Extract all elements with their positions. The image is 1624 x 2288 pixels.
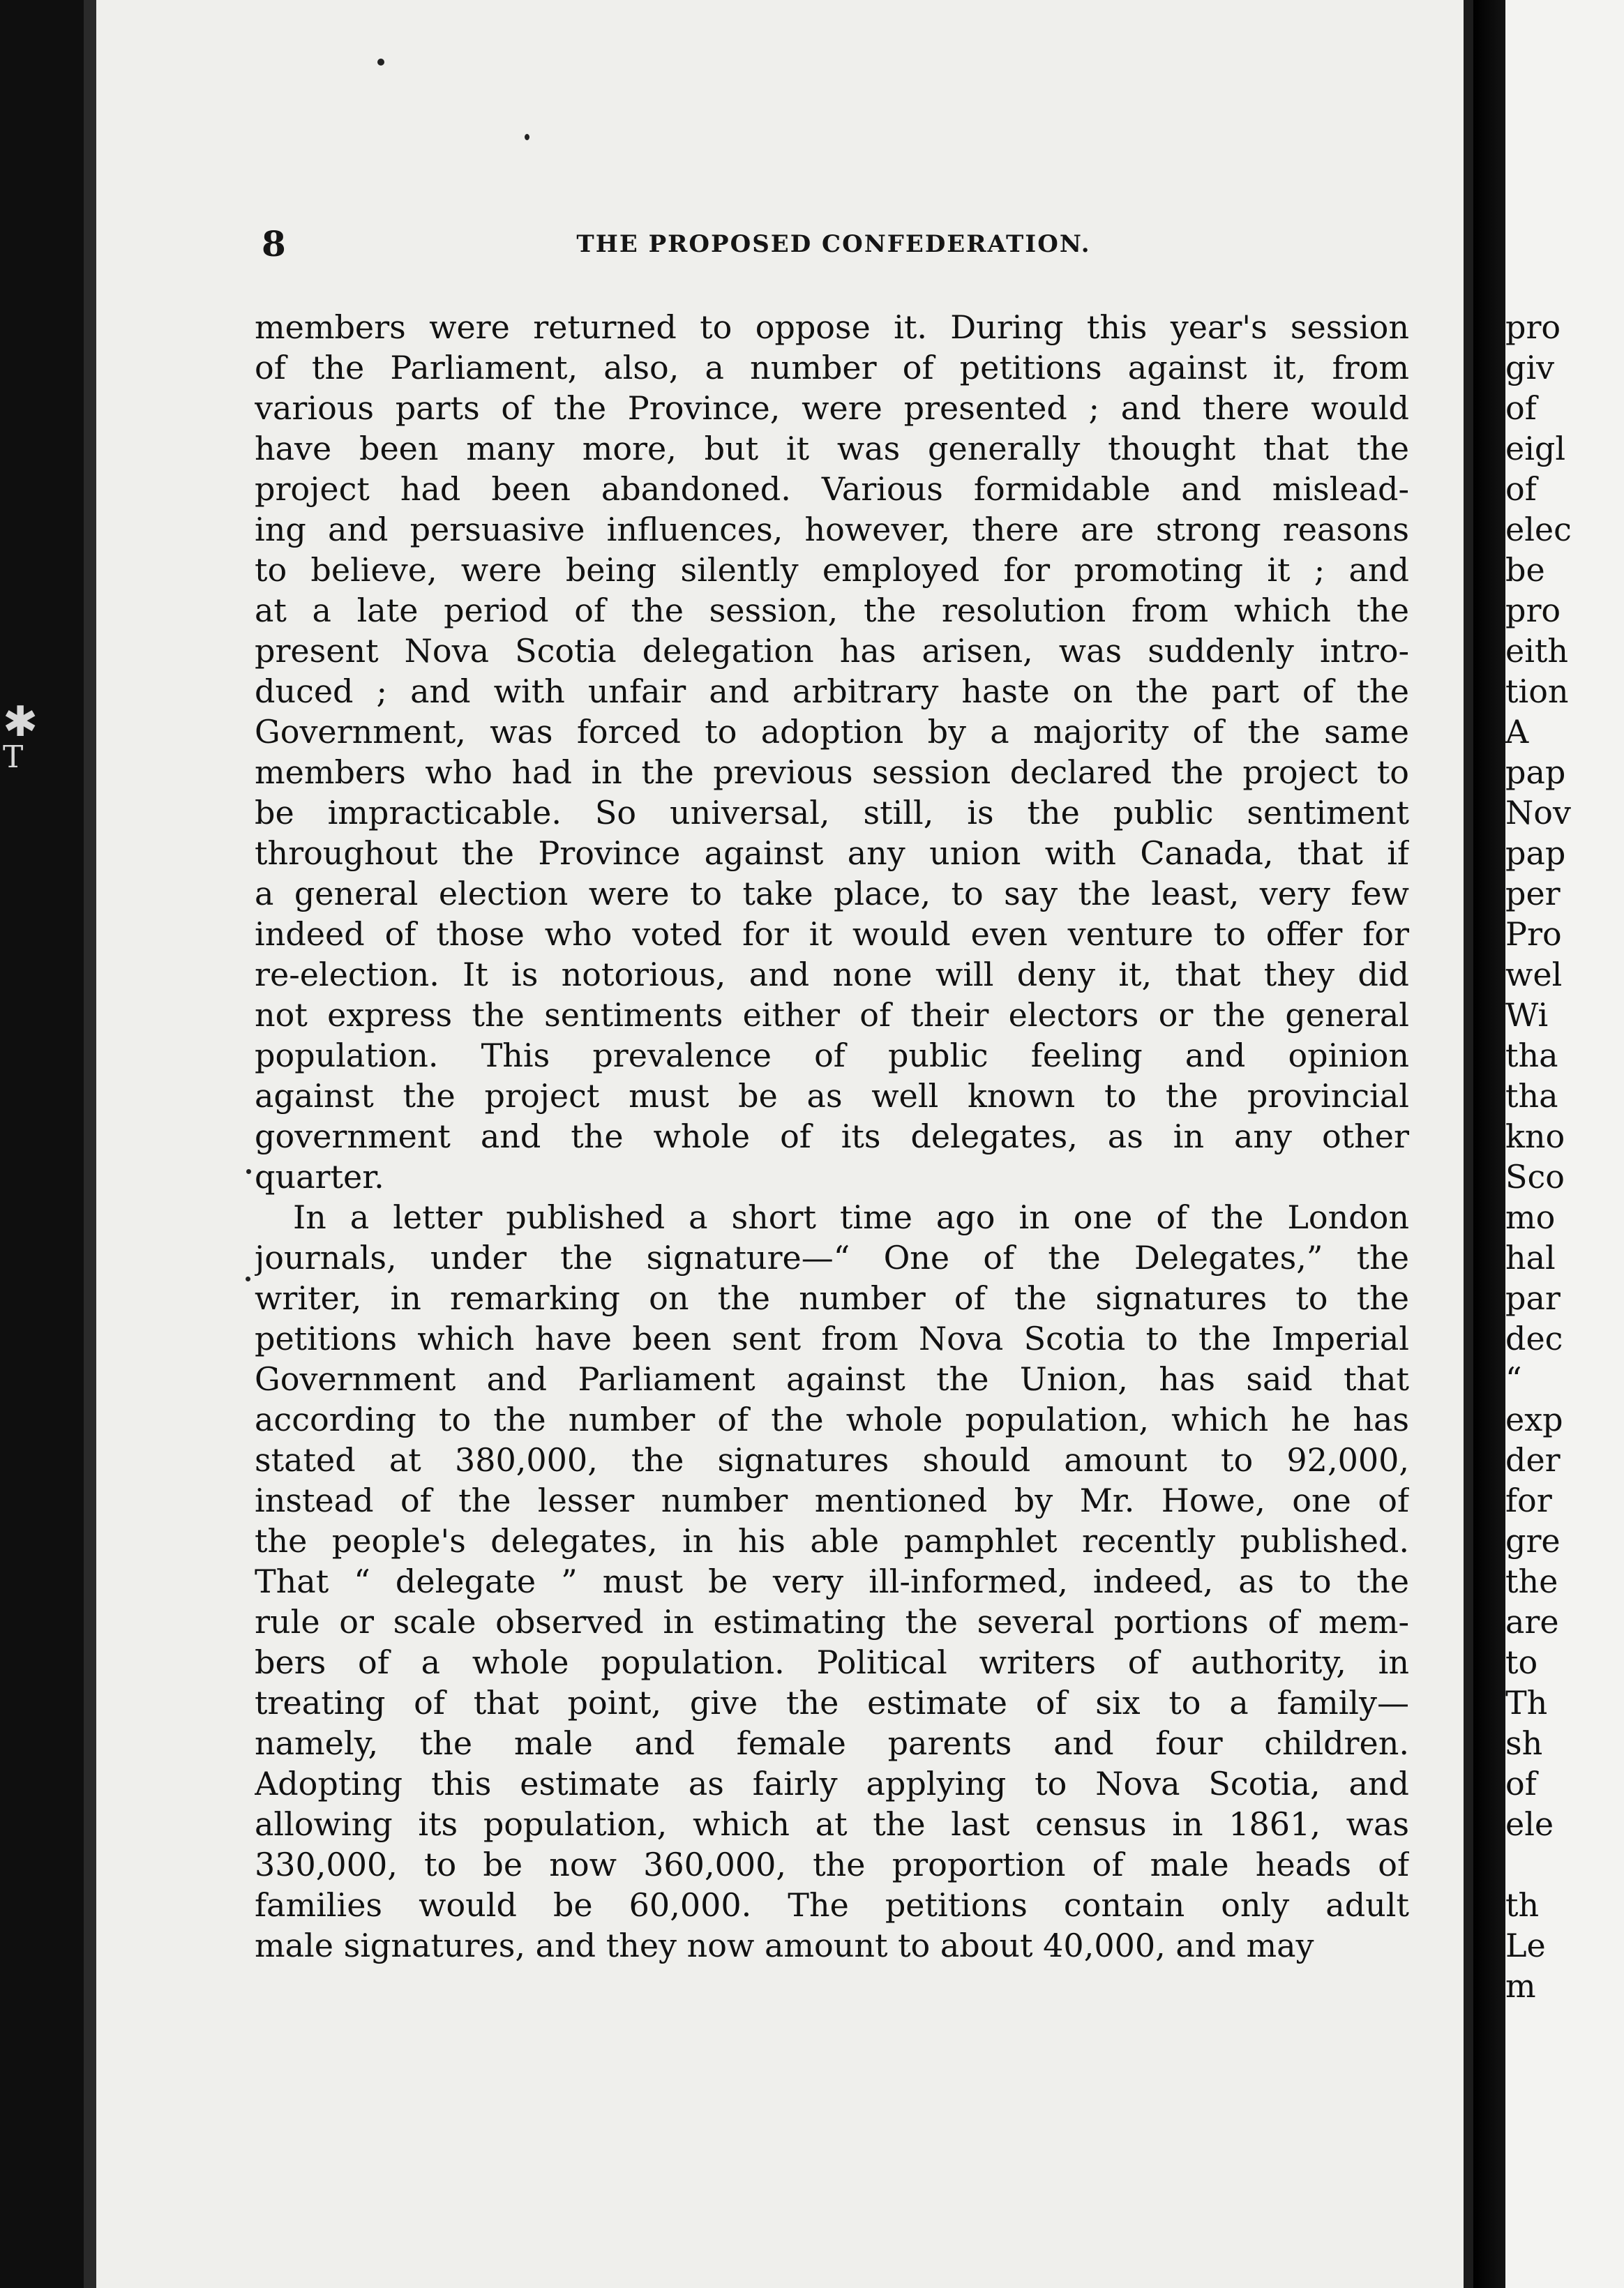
facing-line-fragment: giv bbox=[1505, 349, 1555, 386]
text-line: according to the number of the whole population, which he has bbox=[255, 1401, 1409, 1438]
text-line: 330,000, to be now 360,000, the proportion of male heads of bbox=[255, 1846, 1409, 1883]
text-line: not express the sentiments either of their electors or the general bbox=[255, 996, 1409, 1034]
facing-line-fragment: are bbox=[1505, 1603, 1559, 1641]
text-line: petitions which have been sent from Nova Scotia to the Imperial bbox=[255, 1320, 1409, 1357]
text-line: government and the whole of its delegates, as in any other bbox=[255, 1117, 1409, 1155]
facing-line-fragment: be bbox=[1505, 551, 1545, 589]
facing-line-fragment: the bbox=[1505, 1563, 1558, 1600]
facing-line-fragment: A bbox=[1505, 713, 1529, 751]
text-line: quarter. bbox=[255, 1158, 384, 1196]
text-line: Adopting this estimate as fairly applying to Nova Scotia, and bbox=[255, 1765, 1409, 1802]
facing-line-fragment: of bbox=[1505, 1765, 1537, 1802]
text-line: a general election were to take place, to say the least, very few bbox=[255, 875, 1409, 912]
facing-line-fragment: of bbox=[1505, 470, 1537, 508]
text-line: members were returned to oppose it. During this year's session bbox=[255, 308, 1409, 346]
facing-line-fragment bbox=[1505, 1844, 1572, 1885]
text-line: bers of a whole population. Political writers of authority, in bbox=[255, 1643, 1409, 1681]
facing-line-fragment: sh bbox=[1505, 1724, 1543, 1762]
text-line: against the project must be as well known to the provincial bbox=[255, 1077, 1409, 1115]
text-line: male signatures, and they now amount to about 40,000, and may bbox=[255, 1927, 1314, 1964]
facing-line-fragment: Sco bbox=[1505, 1158, 1565, 1196]
body-text bbox=[255, 307, 1409, 1966]
page-header bbox=[262, 223, 1406, 272]
facing-line-fragment: pro bbox=[1505, 592, 1561, 629]
gutter-shadow bbox=[1473, 0, 1505, 2288]
facing-line-fragment: gre bbox=[1505, 1522, 1561, 1560]
text-line: present Nova Scotia delegation has arisen, was suddenly intro- bbox=[255, 632, 1409, 670]
edge-mark: ✱ bbox=[3, 698, 38, 746]
facing-line-fragment: tha bbox=[1505, 1037, 1558, 1074]
page-edge bbox=[1464, 0, 1473, 2288]
text-line: members who had in the previous session declared the project to bbox=[255, 753, 1409, 791]
ink-speck bbox=[525, 134, 529, 140]
facing-page bbox=[1505, 0, 1624, 2288]
facing-line-fragment: eigl bbox=[1505, 430, 1566, 467]
facing-line-fragment: pro bbox=[1505, 308, 1561, 346]
text-line: of the Parliament, also, a number of petitions against it, from bbox=[255, 349, 1409, 386]
facing-line-fragment: per bbox=[1505, 875, 1561, 912]
text-line: throughout the Province against any union with Canada, that if bbox=[255, 834, 1409, 872]
facing-line-fragment: hal bbox=[1505, 1239, 1556, 1277]
text-line: namely, the male and female parents and four children. bbox=[255, 1724, 1409, 1762]
text-line: have been many more, but it was generally thought that the bbox=[255, 430, 1409, 467]
facing-line-fragment: Wi bbox=[1505, 996, 1549, 1034]
edge-mark: T bbox=[3, 739, 24, 775]
text-line: journals, under the signature—“ One of the Delegates,” the bbox=[255, 1239, 1409, 1277]
text-line: to believe, were being silently employed for promoting it ; and bbox=[255, 551, 1409, 589]
text-line: In a letter published a short time ago in one of the London bbox=[293, 1198, 1409, 1236]
facing-line-fragment: “ bbox=[1505, 1360, 1522, 1398]
facing-line-fragment: der bbox=[1505, 1441, 1561, 1479]
facing-line-fragment: mo bbox=[1505, 1198, 1556, 1236]
text-line: indeed of those who voted for it would even venture to offer for bbox=[255, 915, 1409, 953]
facing-line-fragment: th bbox=[1505, 1886, 1540, 1924]
text-line: Government and Parliament against the Union, has said that bbox=[255, 1360, 1409, 1398]
ink-speck bbox=[246, 1277, 250, 1281]
text-line: ing and persuasive influences, however, there are strong reasons bbox=[255, 511, 1409, 548]
facing-line-fragment: pap bbox=[1505, 753, 1566, 791]
ink-speck bbox=[246, 1169, 251, 1174]
text-line: be impracticable. So universal, still, is the public sentiment bbox=[255, 794, 1409, 831]
facing-line-fragment: m bbox=[1505, 1967, 1536, 2005]
text-line: writer, in remarking on the number of the signatures to the bbox=[255, 1279, 1409, 1317]
facing-line-fragment: tha bbox=[1505, 1077, 1558, 1115]
facing-line-fragment: Th bbox=[1505, 1684, 1548, 1722]
page-number: 8 bbox=[262, 223, 286, 264]
facing-line-fragment: pap bbox=[1505, 834, 1566, 872]
text-line: various parts of the Province, were presented ; and there would bbox=[255, 389, 1409, 427]
facing-line-fragment: wel bbox=[1505, 956, 1563, 993]
facing-line-fragment: Pro bbox=[1505, 915, 1562, 953]
facing-line-fragment: Nov bbox=[1505, 794, 1571, 831]
facing-line-fragment: Le bbox=[1505, 1927, 1546, 1964]
facing-line-fragment: to bbox=[1505, 1643, 1538, 1681]
facing-line-fragment: of bbox=[1505, 389, 1537, 427]
facing-line-fragment: eith bbox=[1505, 632, 1569, 670]
text-line: population. This prevalence of public feeling and opinion bbox=[255, 1037, 1409, 1074]
facing-line-fragment: par bbox=[1505, 1279, 1561, 1317]
ink-speck bbox=[377, 59, 384, 66]
facing-line-fragment: elec bbox=[1505, 511, 1572, 548]
text-line: re-election. It is notorious, and none will deny it, that they did bbox=[255, 956, 1409, 993]
facing-line-fragment: for bbox=[1505, 1482, 1552, 1519]
text-line: treating of that point, give the estimate of six to a family— bbox=[255, 1684, 1409, 1722]
text-line: at a late period of the session, the resolution from which the bbox=[255, 592, 1409, 629]
facing-line-fragment: exp bbox=[1505, 1401, 1563, 1438]
facing-line-fragment: kno bbox=[1505, 1117, 1565, 1155]
text-line: the people's delegates, in his able pamphlet recently published. bbox=[255, 1522, 1409, 1560]
text-line: instead of the lesser number mentioned by Mr. Howe, one of bbox=[255, 1482, 1409, 1519]
text-line: That “ delegate ” must be very ill-informed, indeed, as to the bbox=[255, 1563, 1409, 1600]
text-line: rule or scale observed in estimating the several portions of mem- bbox=[255, 1603, 1409, 1641]
text-line: duced ; and with unfair and arbitrary haste on the part of the bbox=[255, 672, 1409, 710]
facing-line-fragment: tion bbox=[1505, 672, 1569, 710]
facing-page-text bbox=[1505, 307, 1572, 2006]
text-line: stated at 380,000, the signatures should amount to 92,000, bbox=[255, 1441, 1409, 1479]
text-line: project had been abandoned. Various formidable and mislead- bbox=[255, 470, 1409, 508]
facing-line-fragment: ele bbox=[1505, 1805, 1554, 1843]
text-line: allowing its population, which at the last census in 1861, was bbox=[255, 1805, 1409, 1843]
running-head: THE PROPOSED CONFEDERATION. bbox=[576, 230, 1091, 258]
text-line: families would be 60,000. The petitions contain only adult bbox=[255, 1886, 1409, 1924]
facing-line-fragment: dec bbox=[1505, 1320, 1563, 1357]
paragraph bbox=[255, 307, 1409, 1197]
text-line: Government, was forced to adoption by a majority of the same bbox=[255, 713, 1409, 751]
paragraph bbox=[255, 1197, 1409, 1966]
